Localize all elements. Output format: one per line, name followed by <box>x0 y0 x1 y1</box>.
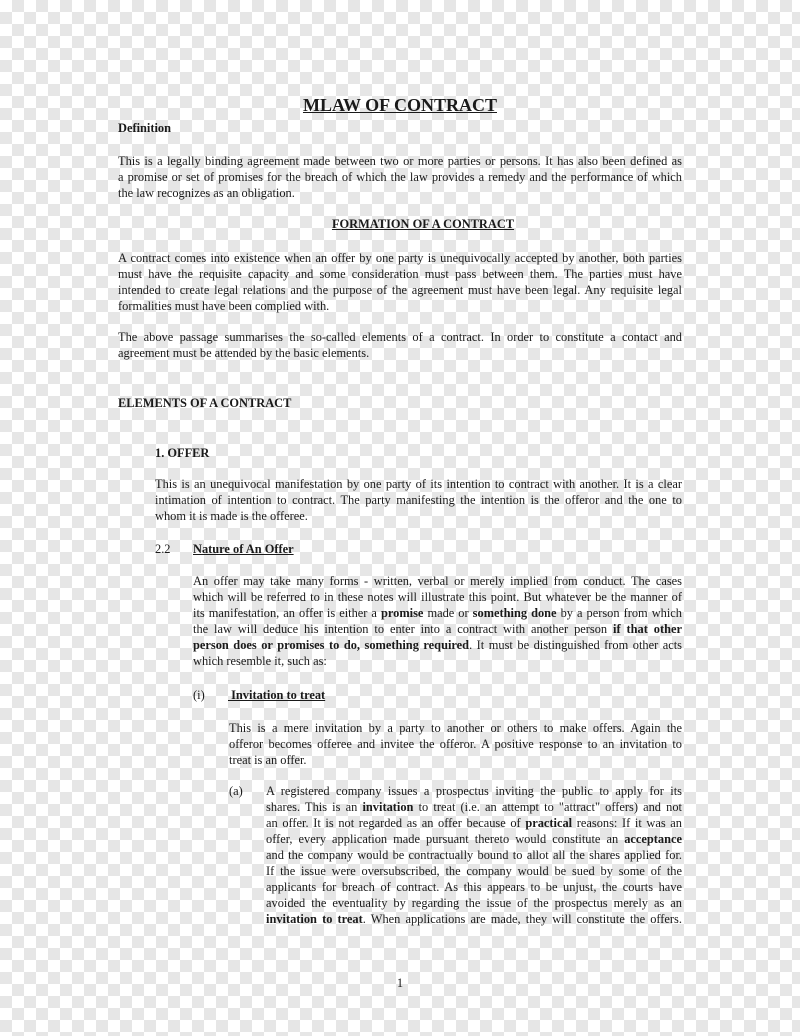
nature-heading: Nature of An Offer <box>193 542 294 556</box>
formation-para2-line: The above passage summarises the so-called elements of a contract. In order to constitute a contact and <box>118 330 682 344</box>
example-a-line: an offer. It is not regarded as an offer because of practical reasons: If it was an <box>266 816 682 830</box>
invitation-line: treat is an offer. <box>229 753 307 767</box>
definition-line: a promise or set of promises for the breach of which the law provides a remedy and the performance of which <box>118 170 682 184</box>
example-a-line: applicants for breach of contract. As this appears to be unjust, the courts have <box>266 880 682 894</box>
offer-line: whom it is made is the offeree. <box>155 509 308 523</box>
example-a-line: offer, every application made pursuant thereto would constitute an acceptance <box>266 832 682 846</box>
page-number: 1 <box>396 976 404 990</box>
example-a-line: A registered company issues a prospectus inviting the public to apply for its <box>266 784 682 798</box>
nature-line: An offer may take many forms - written, verbal or merely implied from conduct. The cases <box>193 574 682 588</box>
definition-heading: Definition <box>118 121 172 135</box>
invitation-line: offeror becomes offeree and invitee the offeror. A positive response to an invitation to <box>229 737 682 751</box>
nature-number: 2.2 <box>155 542 171 556</box>
nature-line: which resemble it, such as: <box>193 654 327 668</box>
formation-para1-line: A contract comes into existence when an offer by one party is unequivocally accepted by another, both parties <box>118 251 682 265</box>
offer-line: This is an unequivocal manifestation by one party of its intention to contract with another. It is a clear <box>155 477 682 491</box>
invitation-number: (i) <box>193 688 205 702</box>
formation-para1-line: intended to create legal relations and the purpose of the agreement must have been legal. Any requisite legal <box>118 283 682 297</box>
example-a-line: avoided the eventuality by regarding the issue of the prospectus merely as an <box>266 896 682 910</box>
example-a-line: shares. This is an invitation to treat (i.e. an attempt to "attract" offers) and not <box>266 800 682 814</box>
elements-heading: ELEMENTS OF A CONTRACT <box>118 396 292 410</box>
nature-line: which will be referred to in these notes will illustrate this point. But whatever be the manner of <box>193 590 682 604</box>
page-title: MLAW OF CONTRACT <box>302 95 497 115</box>
invitation-line: This is a mere invitation by a party to another or others to make offers. Again the <box>229 721 682 735</box>
definition-line: This is a legally binding agreement made between two or more parties or persons. It has also been defined as <box>118 154 682 168</box>
nature-line: the law will deduce his intention to enter into a contract with another person if that other <box>193 622 682 636</box>
nature-line: person does or promises to do, something required. It must be distinguished from other acts <box>193 638 682 652</box>
offer-heading: 1. OFFER <box>155 446 210 460</box>
example-a-line: If the issue were oversubscribed, the company would be sued by some of the <box>266 864 682 878</box>
formation-para1-line: formalities must have been complied with. <box>118 299 330 313</box>
nature-line: its manifestation, an offer is either a promise made or something done by a person from which <box>193 606 682 620</box>
invitation-heading: Invitation to treat <box>228 688 326 702</box>
formation-heading: FORMATION OF A CONTRACT <box>331 217 515 231</box>
offer-line: intimation of intention to contract. The party manifesting the intention is the offeror and the one to <box>155 493 682 507</box>
example-a-number: (a) <box>229 784 243 798</box>
definition-line: the law recognizes as an obligation. <box>118 186 295 200</box>
example-a-line: invitation to treat. When applications are made, they will constitute the offers. <box>266 912 682 926</box>
example-a-line: and the company would be contractually bound to allot all the shares applied for. <box>266 848 682 862</box>
formation-para1-line: must have the requisite capacity and some consideration must pass between them. The parties must have <box>118 267 682 281</box>
formation-para2-line: agreement must be attended by the basic elements. <box>118 346 370 360</box>
